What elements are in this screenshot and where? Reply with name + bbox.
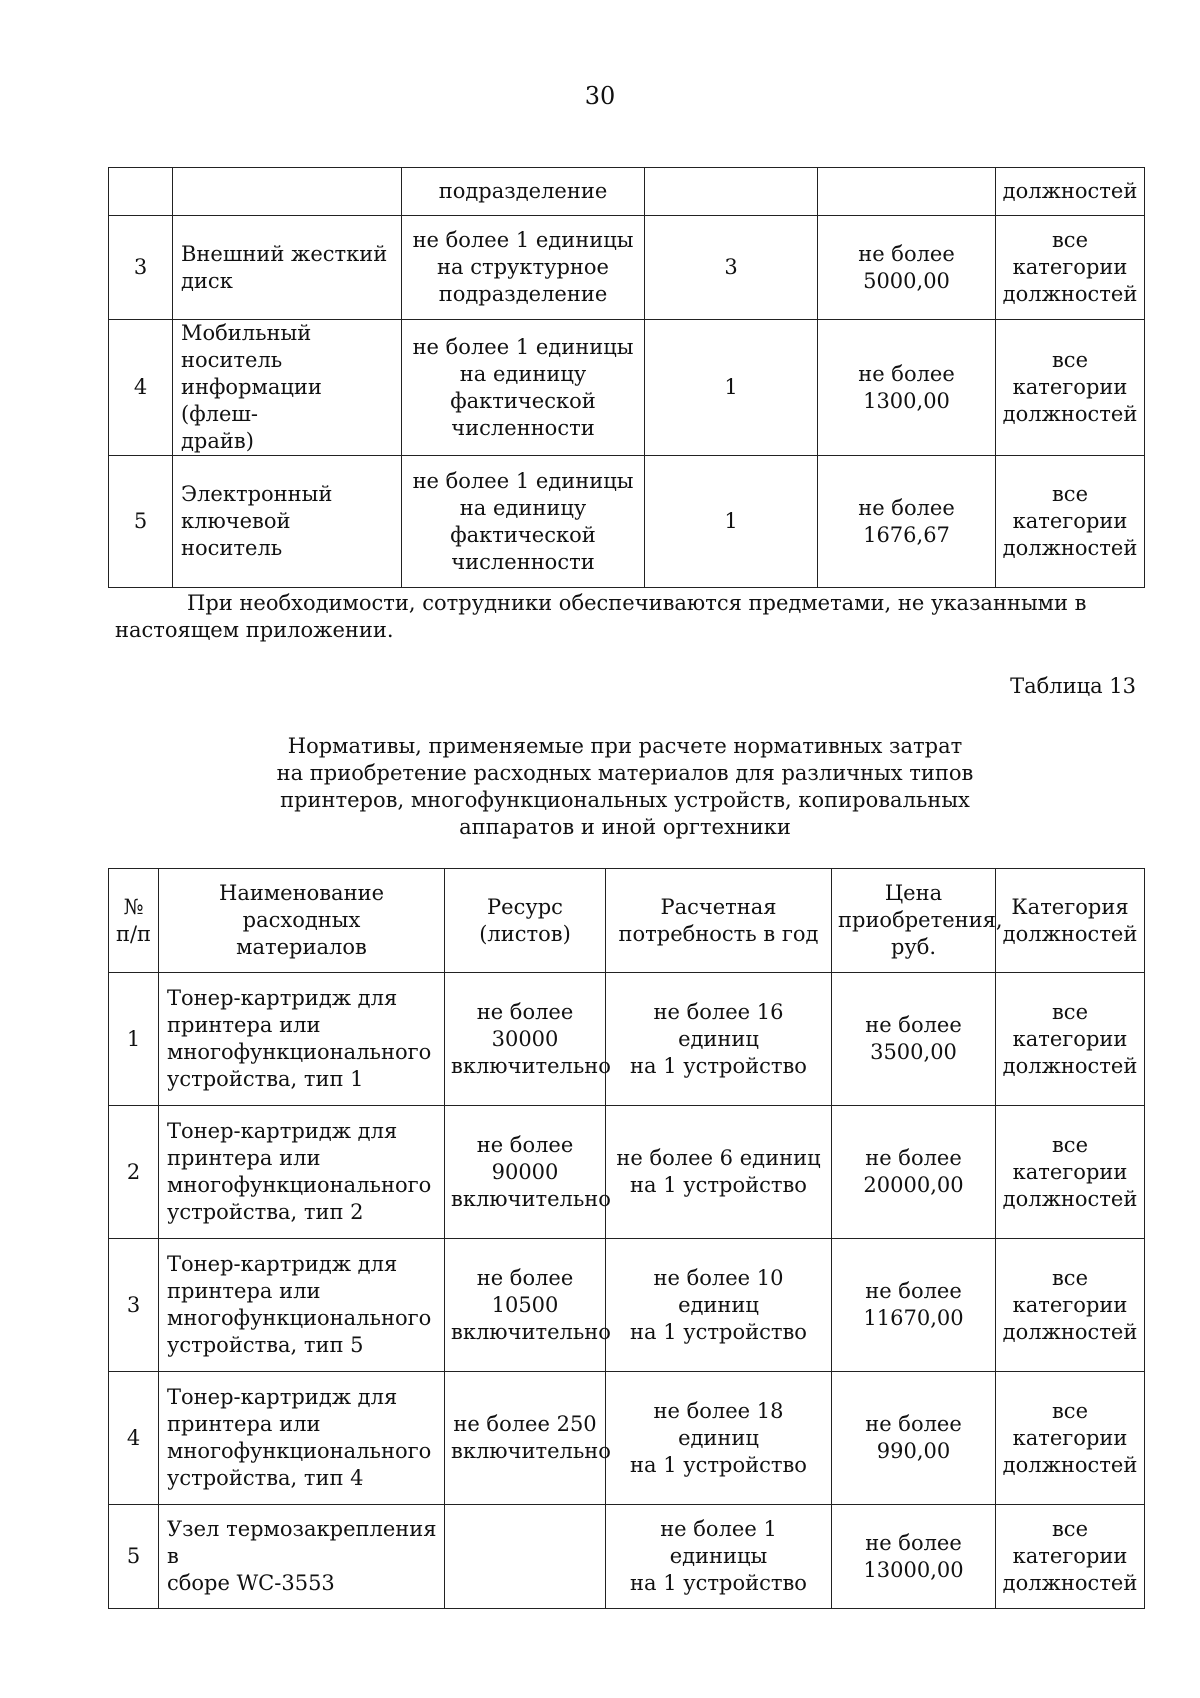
row-number-cell-line: 3 (126, 1292, 141, 1317)
column-header-line: Цена (884, 881, 943, 905)
category-cell-line: все (1051, 1517, 1088, 1541)
category-cell-line: должностей (1002, 536, 1138, 560)
norm-cell-line: не более 1 единицы (412, 228, 634, 252)
category-cell-line: все (1051, 228, 1088, 252)
consumable-name-cell-line: устройства, тип 5 (167, 1333, 364, 1357)
annual-need-cell-line: не более 10 единиц (653, 1265, 784, 1317)
column-header-line: Расчетная (660, 894, 777, 919)
norm-cell-line: фактической (450, 522, 596, 547)
category-cell-line: должностей (1002, 282, 1138, 306)
consumable-name-cell-line: принтера или (167, 1279, 321, 1303)
consumable-name-cell-line: Тонер-картридж для (167, 1252, 398, 1276)
price-cell-line: не более (865, 1146, 962, 1170)
table-row (109, 1239, 1145, 1372)
row-number-cell (109, 216, 173, 320)
table-title (0, 733, 1200, 841)
table-title-line: на приобретение расходных материалов для различных типов (276, 761, 974, 785)
category-cell (996, 216, 1145, 320)
item-name-cell-line: Внешний жесткий (181, 241, 388, 266)
resource-cell-line: не более (476, 1132, 574, 1157)
category-cell-line: категории (1012, 1425, 1128, 1450)
price-cell-line: 5000,00 (863, 268, 950, 293)
category-cell-line: все (1051, 348, 1088, 372)
price-cell-line: 13000,00 (863, 1557, 964, 1582)
table-cell-line: должностей (1002, 179, 1138, 203)
category-cell-line: категории (1012, 375, 1128, 399)
consumable-name-cell (159, 1372, 445, 1505)
consumable-name-cell (159, 1106, 445, 1239)
price-cell (832, 1372, 996, 1505)
row-number-cell-line: 3 (133, 255, 148, 279)
item-name-cell (173, 216, 402, 320)
item-name-cell-line: носитель (181, 348, 283, 372)
consumable-name-cell (159, 973, 445, 1106)
resource-cell-line: не более (476, 999, 574, 1024)
price-cell-line: не более (865, 1279, 962, 1303)
item-name-cell (173, 320, 402, 456)
category-cell-line: категории (1012, 1544, 1128, 1568)
annual-need-cell-line: на 1 устройство (630, 1053, 807, 1078)
category-cell-line: категории (1012, 1159, 1128, 1184)
consumable-name-cell-line: принтера или (167, 1412, 321, 1436)
norm-cell-line: подразделение (438, 282, 608, 306)
annual-need-cell-line: не более 16 единиц (653, 999, 784, 1051)
norm-cell-line: не более 1 единицы (412, 468, 634, 493)
resource-cell-line: 10500 (491, 1292, 559, 1317)
annual-need-cell (606, 1106, 832, 1239)
category-cell-line: все (1051, 1132, 1088, 1157)
category-cell-line: категории (1012, 255, 1128, 279)
row-number-cell-line: 2 (126, 1159, 141, 1184)
consumable-name-cell-line: многофункционального (167, 1439, 432, 1463)
norm-cell-line: фактической (450, 388, 596, 413)
annual-need-cell-line: на 1 устройство (630, 1452, 807, 1477)
price-cell-line: не более (858, 361, 955, 386)
consumable-name-cell (159, 1239, 445, 1372)
row-number-cell (109, 456, 173, 588)
price-cell (818, 320, 996, 456)
row-number-cell (109, 1239, 159, 1372)
column-header-line: потребность в год (618, 921, 819, 946)
norm-cell (402, 456, 645, 588)
category-cell (996, 1106, 1145, 1239)
resource-cell (445, 1505, 606, 1609)
item-name-cell-line: информации (флеш- (181, 375, 322, 426)
table-cell (818, 168, 996, 216)
table-row (109, 1372, 1145, 1505)
table-cell (645, 168, 818, 216)
row-number-cell-line: 5 (133, 509, 148, 533)
table-row (109, 456, 1145, 588)
consumable-name-cell-line: многофункционального (167, 1040, 432, 1064)
table-row-continuation (109, 168, 1145, 216)
table-cell (402, 168, 645, 216)
column-header-line: должностей (1002, 921, 1138, 946)
resource-cell (445, 973, 611, 1106)
consumable-name-cell-line: устройства, тип 4 (167, 1466, 364, 1490)
column-header-line: № (123, 894, 144, 919)
resource-cell-line: включительно (451, 1186, 611, 1211)
note-paragraph: При необходимости, сотрудники обеспечиваются предметами, не указанными в настоящем приложении. (115, 591, 1087, 642)
price-cell-line: не более (865, 1530, 962, 1555)
consumable-name-cell-line: устройства, тип 2 (167, 1200, 364, 1224)
norm-cell-line: численности (451, 415, 595, 440)
table-title-line: аппаратов и иной оргтехники (459, 815, 791, 839)
category-cell-line: должностей (1002, 1053, 1138, 1078)
table-cell (996, 168, 1145, 216)
consumable-name-cell (159, 1505, 445, 1609)
annual-need-cell-line: не более 6 единиц (616, 1146, 821, 1170)
price-cell-line: 1300,00 (863, 388, 950, 413)
table-label: Таблица 13 (1010, 674, 1136, 698)
term-cell (645, 216, 818, 320)
norm-cell-line: на единицу (459, 361, 587, 386)
price-cell (832, 1106, 996, 1239)
consumable-name-cell-line: Тонер-картридж для (167, 1119, 398, 1143)
consumable-name-cell-line: Узел термозакрепления в (167, 1517, 437, 1568)
category-cell-line: должностей (1002, 1452, 1138, 1477)
row-number-cell-line: 1 (126, 1026, 141, 1051)
resource-cell-line: 30000 (491, 1026, 559, 1051)
consumable-name-cell-line: Тонер-картридж для (167, 986, 398, 1010)
price-cell-line: не более (865, 1013, 962, 1037)
annual-need-cell (606, 1239, 832, 1372)
annual-need-cell-line: не более 18 единиц (653, 1398, 784, 1450)
column-header (996, 869, 1145, 973)
category-cell (996, 973, 1145, 1106)
column-header (159, 869, 445, 973)
resource-cell (445, 1372, 611, 1505)
equipment-norms-table-continued (108, 167, 1145, 588)
term-cell-line: 1 (724, 375, 738, 399)
term-cell (645, 320, 818, 456)
item-name-cell (173, 456, 402, 588)
norm-cell-line: на единицу (459, 495, 587, 520)
column-header-line: руб. (890, 935, 937, 959)
price-cell (832, 973, 996, 1106)
row-number-cell (109, 1505, 159, 1609)
price-cell (832, 1505, 996, 1609)
price-cell (818, 216, 996, 320)
consumable-name-cell-line: принтера или (167, 1146, 321, 1170)
item-name-cell-line: Мобильный (181, 321, 312, 345)
row-number-cell-line: 4 (133, 375, 148, 399)
table-row (109, 1505, 1145, 1609)
table-title-line: принтеров, многофункциональных устройств, копировальных (280, 788, 970, 812)
norm-cell (402, 320, 645, 456)
item-name-cell-line: Электронный (181, 482, 333, 506)
table-row (109, 216, 1145, 320)
category-cell-line: должностей (1002, 1186, 1138, 1211)
table-cell (173, 168, 402, 216)
row-number-cell-line: 5 (126, 1544, 141, 1568)
consumable-name-cell-line: принтера или (167, 1013, 321, 1037)
category-cell (996, 1505, 1145, 1609)
resource-cell-line: не более 250 (453, 1412, 597, 1436)
annual-need-cell (606, 1505, 832, 1609)
column-header (606, 869, 832, 973)
consumables-norms-table (108, 868, 1145, 1609)
table-row (109, 973, 1145, 1106)
category-cell-line: категории (1012, 509, 1128, 533)
table-row (109, 320, 1145, 456)
annual-need-cell-line: на 1 устройство (630, 1173, 807, 1197)
resource-cell-line: включительно (451, 1439, 611, 1463)
category-cell (996, 456, 1145, 588)
price-cell-line: 20000,00 (863, 1173, 964, 1197)
item-name-cell-line: ключевой носитель (181, 509, 291, 560)
annual-need-cell-line: на 1 устройство (630, 1571, 807, 1595)
row-number-cell (109, 320, 173, 456)
column-header (109, 869, 159, 973)
item-name-cell-line: драйв) (181, 429, 254, 453)
norm-cell-line: не более 1 единицы (412, 334, 634, 359)
category-cell-line: должностей (1002, 1571, 1138, 1595)
annual-need-cell-line: на 1 устройство (630, 1319, 807, 1344)
category-cell-line: все (1051, 1265, 1088, 1290)
consumable-name-cell-line: многофункционального (167, 1173, 432, 1197)
consumable-name-cell-line: многофункционального (167, 1306, 432, 1330)
category-cell (996, 1372, 1145, 1505)
consumable-name-cell-line: устройства, тип 1 (167, 1067, 364, 1091)
table-cell-line: подразделение (438, 179, 608, 203)
column-header-line: материалов (236, 935, 367, 959)
category-cell-line: все (1051, 482, 1088, 506)
category-cell-line: категории (1012, 1026, 1128, 1051)
row-number-cell (109, 1372, 159, 1505)
term-cell-line: 1 (724, 509, 738, 533)
consumable-name-cell-line: Тонер-картридж для (167, 1385, 398, 1409)
resource-cell-line: 90000 (491, 1159, 559, 1184)
resource-cell-line: включительно (451, 1053, 611, 1078)
column-header-line: приобретения, (838, 908, 1003, 932)
price-cell-line: 1676,67 (863, 522, 950, 547)
table-header-row (109, 869, 1145, 973)
category-cell (996, 320, 1145, 456)
column-header-line: Наименование расходных (219, 881, 384, 932)
category-cell-line: должностей (1002, 402, 1138, 426)
annual-need-cell (606, 1372, 832, 1505)
category-cell-line: все (1051, 1398, 1088, 1423)
column-header-line: Ресурс (487, 894, 563, 919)
annual-need-cell (606, 973, 832, 1106)
price-cell-line: не более (858, 495, 955, 520)
price-cell-line: не более (865, 1412, 962, 1436)
table-title-line: Нормативы, применяемые при расчете нормативных затрат (287, 734, 963, 758)
term-cell-line: 3 (724, 255, 738, 279)
column-header-line: п/п (115, 921, 152, 946)
category-cell-line: все (1051, 999, 1088, 1024)
price-cell (818, 456, 996, 588)
resource-cell (445, 1239, 611, 1372)
resource-cell-line: включительно (451, 1319, 611, 1344)
table-row (109, 1106, 1145, 1239)
column-header-line: Категория (1011, 894, 1129, 919)
row-number-cell (109, 1106, 159, 1239)
price-cell (832, 1239, 996, 1372)
row-number-cell (109, 973, 159, 1106)
norm-cell-line: численности (451, 549, 595, 574)
annual-need-cell-line: не более 1 единицы (660, 1517, 777, 1568)
row-number-cell-line: 4 (126, 1425, 141, 1450)
page-number: 30 (584, 82, 616, 110)
norm-cell (402, 216, 645, 320)
price-cell-line: 11670,00 (863, 1306, 964, 1330)
consumable-name-cell-line: сборе WC-3553 (167, 1571, 335, 1595)
resource-cell (445, 1106, 611, 1239)
category-cell-line: категории (1012, 1292, 1128, 1317)
category-cell-line: должностей (1002, 1319, 1138, 1344)
norm-cell-line: на структурное (437, 255, 609, 279)
term-cell (645, 456, 818, 588)
category-cell (996, 1239, 1145, 1372)
column-header (832, 869, 1003, 973)
item-name-cell-line: диск (181, 268, 233, 293)
price-cell-line: 3500,00 (870, 1040, 957, 1064)
resource-cell-line: не более (476, 1265, 574, 1290)
column-header (445, 869, 606, 973)
price-cell-line: не более (858, 241, 955, 266)
price-cell-line: 990,00 (876, 1439, 951, 1463)
column-header-line: (листов) (479, 921, 571, 946)
table-cell (109, 168, 173, 216)
